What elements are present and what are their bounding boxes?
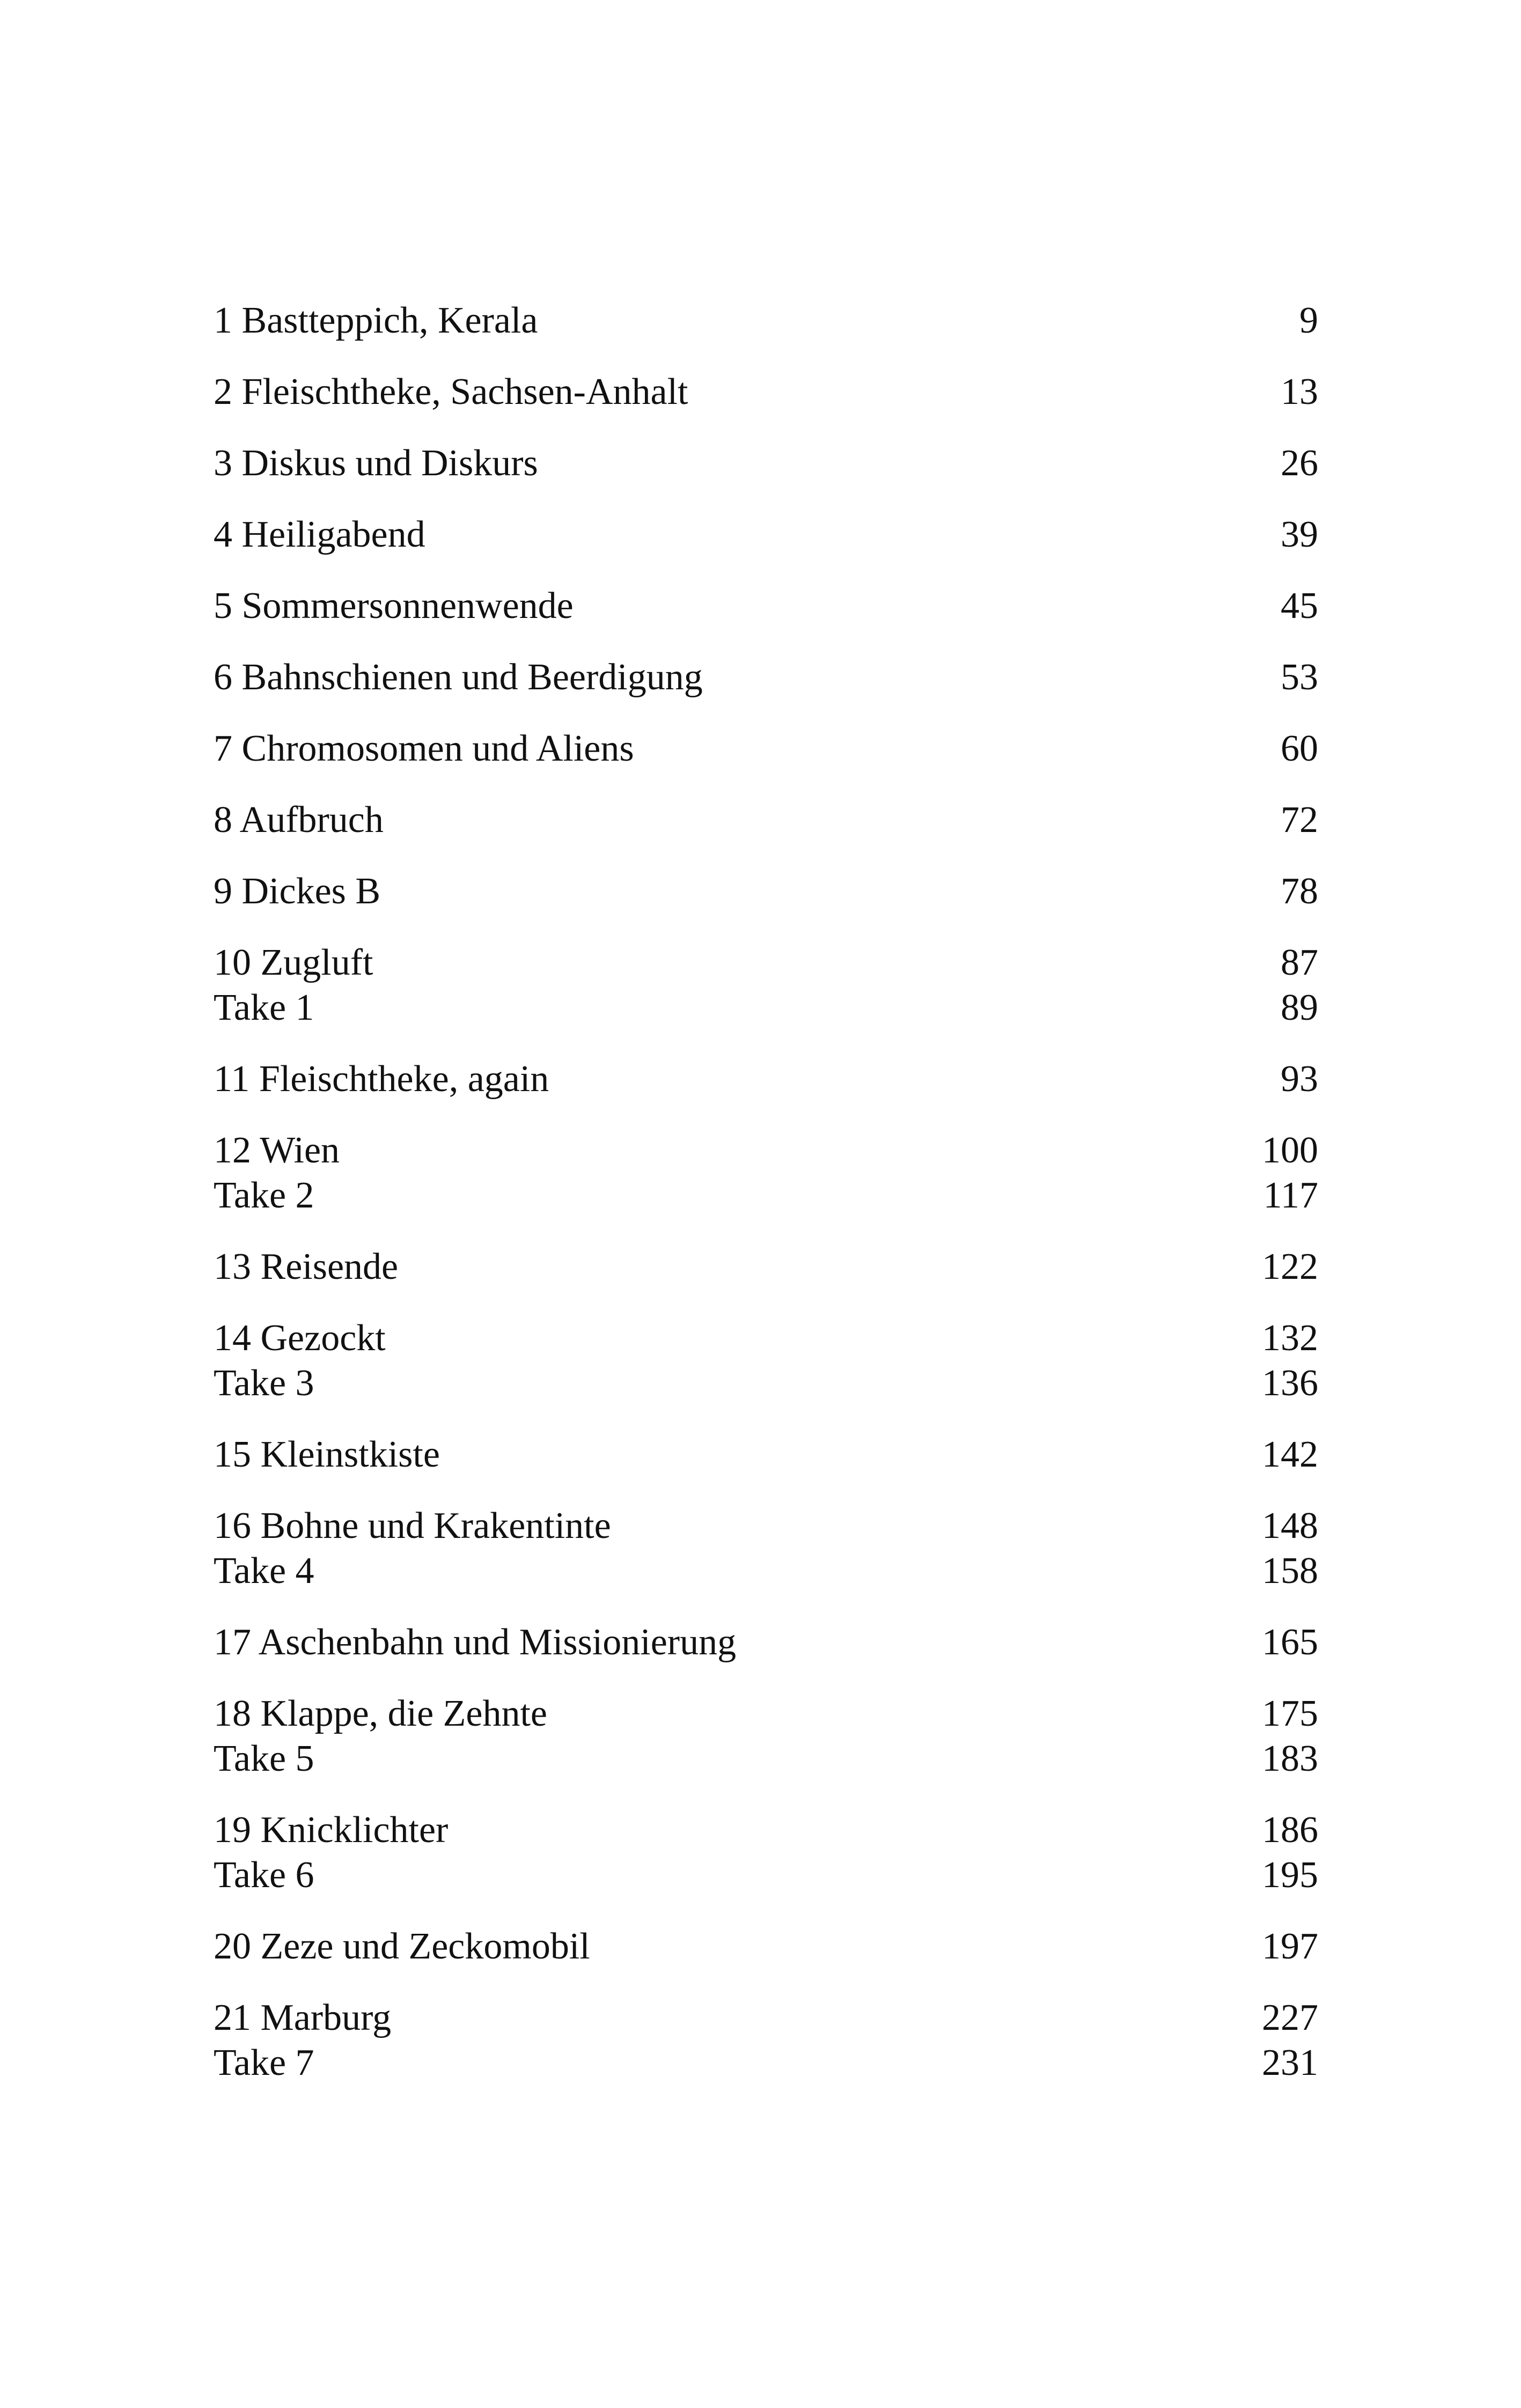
- toc-page-number: 45: [1281, 585, 1318, 627]
- toc-title: 21 Marburg: [214, 1997, 392, 2038]
- toc-page-number: 89: [1281, 987, 1318, 1028]
- toc-page-number: 100: [1262, 1130, 1318, 1171]
- toc-entry: [214, 298, 1318, 343]
- toc-entry: [214, 1057, 1318, 1102]
- toc-chapter-line: [214, 298, 1318, 343]
- toc-entry: [214, 798, 1318, 843]
- toc-entry: [214, 655, 1318, 700]
- toc-page-number: 60: [1281, 728, 1318, 769]
- toc-entry: [214, 441, 1318, 486]
- toc-page-number: 183: [1262, 1738, 1318, 1779]
- toc-chapter-line: [214, 1057, 1318, 1102]
- toc-title: 2 Fleischtheke, Sachsen-Anhalt: [214, 371, 688, 413]
- toc-chapter-line: [214, 1432, 1318, 1477]
- toc-page-number: 87: [1281, 942, 1318, 983]
- toc-entry: [214, 370, 1318, 415]
- toc-chapter-line: [214, 441, 1318, 486]
- toc-chapter-line: [214, 1691, 1318, 1736]
- toc-chapter-line: [214, 370, 1318, 415]
- toc-take-line: [214, 1549, 1318, 1594]
- toc-entry: [214, 1995, 1318, 2086]
- toc-title: 20 Zeze und Zeckomobil: [214, 1926, 590, 1967]
- toc-title: 4 Heiligabend: [214, 514, 425, 555]
- toc-title: 16 Bohne und Krakentinte: [214, 1505, 611, 1547]
- toc-chapter-line: [214, 1620, 1318, 1665]
- toc-page-number: 231: [1262, 2042, 1318, 2083]
- toc-title: Take 4: [214, 1550, 314, 1592]
- toc-title: 19 Knicklichter: [214, 1809, 449, 1851]
- toc-page-number: 227: [1262, 1997, 1318, 2038]
- toc-title: Take 1: [214, 987, 314, 1028]
- toc-title: 7 Chromosomen und Aliens: [214, 728, 634, 769]
- toc-title: 3 Diskus und Diskurs: [214, 443, 538, 484]
- toc-title: 9 Dickes B: [214, 871, 381, 912]
- toc-title: 13 Reisende: [214, 1246, 399, 1287]
- toc-page-number: 122: [1262, 1246, 1318, 1287]
- toc-title: 12 Wien: [214, 1130, 340, 1171]
- toc-title: 14 Gezockt: [214, 1317, 386, 1359]
- toc-title: 1 Bastteppich, Kerala: [214, 300, 538, 341]
- toc-chapter-line: [214, 1808, 1318, 1853]
- toc-page-number: 72: [1281, 799, 1318, 841]
- toc-page-number: 26: [1281, 443, 1318, 484]
- toc-chapter-line: [214, 1128, 1318, 1173]
- toc-page-number: 136: [1262, 1363, 1318, 1404]
- toc-entry: [214, 1244, 1318, 1290]
- toc-title: 18 Klappe, die Zehnte: [214, 1693, 548, 1734]
- toc-entry: [214, 512, 1318, 557]
- toc-entry: [214, 869, 1318, 914]
- toc-page-number: 13: [1281, 371, 1318, 413]
- toc-page-number: 53: [1281, 657, 1318, 698]
- toc-chapter-line: [214, 1924, 1318, 1969]
- toc-title: 10 Zugluft: [214, 942, 373, 983]
- toc-entry: [214, 1432, 1318, 1477]
- toc-chapter-line: [214, 1995, 1318, 2041]
- toc-chapter-line: [214, 798, 1318, 843]
- toc-entry: [214, 1316, 1318, 1406]
- toc-page-number: 197: [1262, 1926, 1318, 1967]
- toc-take-line: [214, 1853, 1318, 1898]
- toc-title: 5 Sommersonnenwende: [214, 585, 574, 627]
- toc-entry: [214, 726, 1318, 771]
- toc-chapter-line: [214, 940, 1318, 985]
- toc-entry: [214, 1924, 1318, 1969]
- toc-page-number: 175: [1262, 1693, 1318, 1734]
- toc-title: Take 3: [214, 1363, 314, 1404]
- toc-entry: [214, 1504, 1318, 1594]
- toc-page-number: 9: [1299, 300, 1318, 341]
- toc-take-line: [214, 1736, 1318, 1781]
- toc-title: 17 Aschenbahn und Missionierung: [214, 1622, 737, 1663]
- toc-chapter-line: [214, 1244, 1318, 1290]
- toc-title: 11 Fleischtheke, again: [214, 1058, 549, 1100]
- toc-chapter-line: [214, 726, 1318, 771]
- toc-title: Take 6: [214, 1854, 314, 1896]
- toc-page-number: 142: [1262, 1434, 1318, 1475]
- toc-title: Take 5: [214, 1738, 314, 1779]
- table-of-contents: [214, 298, 1318, 2112]
- toc-chapter-line: [214, 1504, 1318, 1549]
- toc-page-number: 165: [1262, 1622, 1318, 1663]
- toc-page-number: 132: [1262, 1317, 1318, 1359]
- toc-chapter-line: [214, 1316, 1318, 1361]
- toc-title: Take 7: [214, 2042, 314, 2083]
- toc-page-number: 186: [1262, 1809, 1318, 1851]
- toc-chapter-line: [214, 584, 1318, 629]
- toc-entry: [214, 1128, 1318, 1218]
- toc-title: 6 Bahnschienen und Beerdigung: [214, 657, 703, 698]
- toc-page-number: 158: [1262, 1550, 1318, 1592]
- toc-page-number: 117: [1263, 1175, 1318, 1216]
- toc-chapter-line: [214, 512, 1318, 557]
- toc-page-number: 39: [1281, 514, 1318, 555]
- toc-page-number: 148: [1262, 1505, 1318, 1547]
- toc-entry: [214, 1620, 1318, 1665]
- toc-chapter-line: [214, 655, 1318, 700]
- toc-entry: [214, 1691, 1318, 1781]
- toc-title: Take 2: [214, 1175, 314, 1216]
- toc-take-line: [214, 1173, 1318, 1218]
- toc-title: 8 Aufbruch: [214, 799, 384, 841]
- toc-title: 15 Kleinstkiste: [214, 1434, 440, 1475]
- toc-entry: [214, 940, 1318, 1030]
- toc-take-line: [214, 2041, 1318, 2086]
- toc-chapter-line: [214, 869, 1318, 914]
- toc-page-number: 195: [1262, 1854, 1318, 1896]
- toc-entry: [214, 1808, 1318, 1898]
- toc-take-line: [214, 985, 1318, 1030]
- toc-entry: [214, 584, 1318, 629]
- toc-page-number: 93: [1281, 1058, 1318, 1100]
- toc-take-line: [214, 1361, 1318, 1406]
- toc-page-number: 78: [1281, 871, 1318, 912]
